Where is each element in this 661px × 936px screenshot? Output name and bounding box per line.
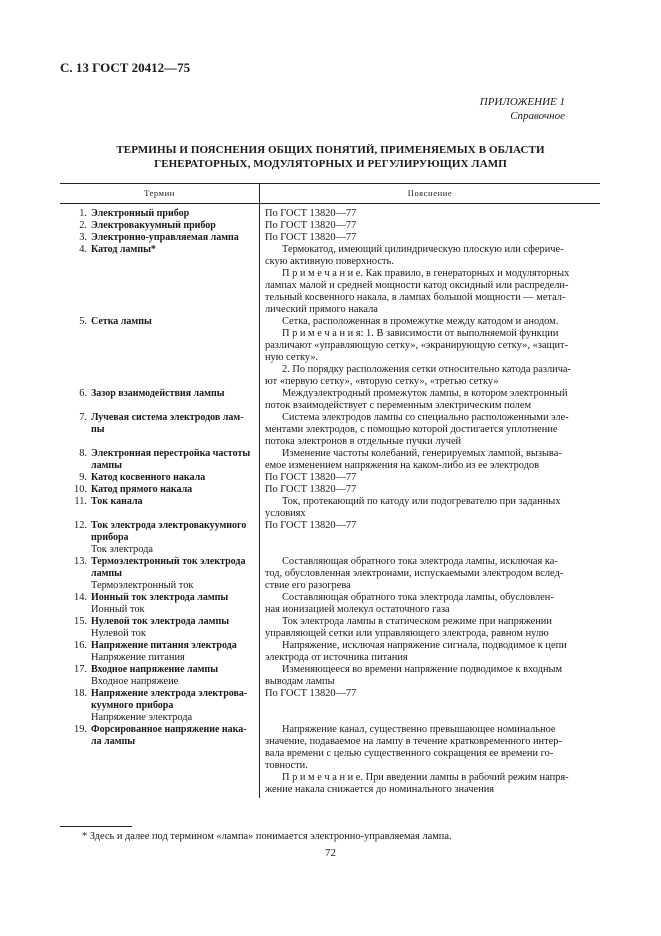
table-row xyxy=(60,412,600,448)
title-line: ГЕНЕРАТОРНЫХ, МОДУЛЯТОРНЫХ И РЕГУЛИРУЮЩИХ ЛАМП xyxy=(154,158,507,170)
explanation-cell xyxy=(259,232,600,244)
term-short-form: Нулевой ток xyxy=(91,628,146,639)
explanation-line: Ток, протекающий по катоду или подогревателю при заданных xyxy=(282,496,561,507)
explanation-cell xyxy=(259,412,600,448)
term-number: 9. xyxy=(79,472,87,483)
term-short-form: Термоэлектронный ток xyxy=(91,580,194,591)
page-header: С. 13 ГОСТ 20412—75 xyxy=(60,60,191,75)
term-text: Электронно-управляемая лампа xyxy=(91,232,239,243)
explanation-line: поток взаимодействует с переменным электрическим полем xyxy=(265,400,532,411)
term-text: Нулевой ток электрода лампы xyxy=(91,616,230,627)
explanation-line: ют «первую сетку», «вторую сетку», «третью сетку» xyxy=(265,376,499,387)
explanation-line: выводам лампы xyxy=(265,676,335,687)
term-text: Сетка лампы xyxy=(91,316,152,327)
explanation-cell xyxy=(259,664,600,688)
term-number: 4. xyxy=(79,244,87,255)
explanation-line: жение накала снижается до номинального значения xyxy=(265,784,495,795)
term-number: 19. xyxy=(74,724,87,735)
term-cell xyxy=(60,664,259,688)
term-text: ла лампы xyxy=(91,736,136,747)
explanation-line: Термокатод, имеющий цилиндрическую плоскую или сфериче- xyxy=(282,244,564,255)
term-number: 8. xyxy=(79,448,87,459)
term-cell xyxy=(60,724,259,796)
explanation-line: Составляющая обратного тока электрода лампы, обусловлен- xyxy=(282,592,554,603)
term-text: Ток электрода электровакуумного xyxy=(91,520,247,531)
term-number: 18. xyxy=(74,688,87,699)
term-text: Электровакуумный прибор xyxy=(91,220,216,231)
explanation-cell xyxy=(259,484,600,496)
explanation-line: ствие его разогрева xyxy=(265,580,351,591)
term-text: прибора xyxy=(91,532,129,543)
term-number: 14. xyxy=(74,592,87,603)
document-title xyxy=(40,143,621,171)
table-row xyxy=(60,448,600,472)
table-row xyxy=(60,472,600,484)
table-row xyxy=(60,496,600,520)
table-row xyxy=(60,688,600,724)
table-row xyxy=(60,388,600,412)
explanation-line: лический прямого накала xyxy=(265,304,378,315)
explanation-line: Система электродов лампы со специально расположенными эле- xyxy=(282,412,569,423)
explanation-line: По ГОСТ 13820—77 xyxy=(265,520,357,531)
explanation-line: различают «управляющую сетку», «экранирующую сетку», «защит- xyxy=(265,340,569,351)
table-row xyxy=(60,484,600,496)
term-cell xyxy=(60,412,259,448)
term-text: лампы xyxy=(91,568,122,579)
explanation-line: условиях xyxy=(265,508,306,519)
explanation-line: значение, подаваемое на лампу в течение кратковременного интер- xyxy=(265,736,562,747)
explanation-line: 2. По порядку расположения сетки относительно катода различа- xyxy=(282,364,572,375)
term-number: 1. xyxy=(79,208,87,219)
explanation-line: Сетка, расположенная в промежутке между катодом и анодом. xyxy=(282,316,559,327)
explanation-line: ментами электродов, с помощью которой достигается уплотнение xyxy=(265,424,558,435)
term-cell xyxy=(60,232,259,244)
explanation-line: емое изменением напряжения на каком-либо из ее электродов xyxy=(265,460,540,471)
footnote-rule xyxy=(60,826,132,827)
table-header xyxy=(60,184,600,204)
table-row xyxy=(60,220,600,232)
explanation-cell xyxy=(259,208,600,220)
term-cell xyxy=(60,316,259,388)
explanation-cell xyxy=(259,724,600,796)
explanation-cell xyxy=(259,448,600,472)
explanation-cell xyxy=(259,244,600,316)
table-row xyxy=(60,316,600,388)
explanation-line: По ГОСТ 13820—77 xyxy=(265,472,357,483)
column-divider xyxy=(259,204,260,798)
term-number: 11. xyxy=(74,496,87,507)
explanation-cell xyxy=(259,496,600,520)
term-number: 13. xyxy=(74,556,87,567)
table-row xyxy=(60,556,600,592)
term-text: Форсированное напряжение нака- xyxy=(91,724,247,735)
term-text: Катод лампы* xyxy=(91,244,156,255)
term-cell xyxy=(60,556,259,592)
term-number: 6. xyxy=(79,388,87,399)
explanation-line: потока электронов в отдельные пучки лучей xyxy=(265,436,462,447)
term-text: Лучевая система электродов лам- xyxy=(91,412,244,423)
explanation-line: вала времени с целью существенного сокращения ее времени го- xyxy=(265,748,554,759)
table-row xyxy=(60,640,600,664)
explanation-line: лампах малой и средней мощности катод оксидный или распредели- xyxy=(265,280,569,291)
explanation-cell xyxy=(259,640,600,664)
table-row xyxy=(60,520,600,556)
footnote: * Здесь и далее под термином «лампа» понимается электронно-управляемая лампа. xyxy=(82,831,452,842)
table-row xyxy=(60,208,600,220)
term-cell xyxy=(60,388,259,412)
explanation-cell xyxy=(259,592,600,616)
explanation-line: скую активную поверхность. xyxy=(265,256,394,267)
term-cell xyxy=(60,484,259,496)
term-text: лампы xyxy=(91,460,122,471)
term-number: 2. xyxy=(79,220,87,231)
explanation-line: Напряжение канал, существенно превышающее номинальное xyxy=(282,724,556,735)
explanation-line: Составляющая обратного тока электрода лампы, исключая ка- xyxy=(282,556,558,567)
term-text: Напряжение питания электрода xyxy=(91,640,237,651)
explanation-line: По ГОСТ 13820—77 xyxy=(265,232,357,243)
term-number: 10. xyxy=(74,484,87,495)
explanation-line: П р и м е ч а н и е. Как правило, в генераторных и модуляторных xyxy=(282,268,570,279)
explanation-line: Междуэлектродный промежуток лампы, в котором электронный xyxy=(282,388,568,399)
term-number: 16. xyxy=(74,640,87,651)
explanation-line: Ток электрода лампы в статическом режиме при напряжении xyxy=(282,616,552,627)
term-cell xyxy=(60,592,259,616)
term-cell xyxy=(60,496,259,520)
term-text: Катод косвенного накала xyxy=(91,472,206,483)
term-short-form: Входное напряжеие xyxy=(91,676,179,687)
term-cell xyxy=(60,244,259,316)
explanation-line: товности. xyxy=(265,760,308,771)
term-text: Электронный прибор xyxy=(91,208,190,219)
term-number: 12. xyxy=(74,520,87,531)
explanation-cell xyxy=(259,388,600,412)
term-text: Ток канала xyxy=(91,496,143,507)
term-number: 3. xyxy=(79,232,87,243)
table-row xyxy=(60,244,600,316)
term-short-form: Напряжение электрода xyxy=(91,712,193,723)
term-short-form: Напряжение питания xyxy=(91,652,185,663)
term-text: Напряжение электрода электрова- xyxy=(91,688,248,699)
term-text: Термоэлектронный ток электрода xyxy=(91,556,246,567)
explanation-line: П р и м е ч а н и я: 1. В зависимости от выполняемой функции xyxy=(282,328,559,339)
explanation-line: ная ионизацией молекул остаточного газа xyxy=(265,604,450,615)
explanation-line: По ГОСТ 13820—77 xyxy=(265,484,357,495)
table-row xyxy=(60,592,600,616)
title-line: ТЕРМИНЫ И ПОЯСНЕНИЯ ОБЩИХ ПОНЯТИЙ, ПРИМЕНЯЕМЫХ В ОБЛАСТИ xyxy=(116,144,545,156)
term-cell xyxy=(60,220,259,232)
explanation-line: электрода от источника питания xyxy=(265,652,408,663)
term-number: 7. xyxy=(79,412,87,423)
appendix-block xyxy=(480,95,565,123)
term-text: куумного прибора xyxy=(91,700,174,711)
term-cell xyxy=(60,520,259,556)
term-cell xyxy=(60,208,259,220)
explanation-line: ную сетку». xyxy=(265,352,319,363)
table-body xyxy=(60,204,600,796)
column-header-term: Термин xyxy=(144,188,175,198)
term-number: 15. xyxy=(74,616,87,627)
explanation-line: тод, обусловленная электронами, испускаемыми электродом вслед- xyxy=(265,568,564,579)
explanation-line: По ГОСТ 13820—77 xyxy=(265,220,357,231)
table-row xyxy=(60,664,600,688)
term-text: Входное напряжение лампы xyxy=(91,664,219,675)
term-short-form: Ток электрода xyxy=(91,544,154,555)
explanation-line: По ГОСТ 13820—77 xyxy=(265,208,357,219)
explanation-line: управляющей сетки или управляющего электрода, равном нулю xyxy=(265,628,549,639)
explanation-line: Изменение частоты колебаний, генерируемых лампой, вызыва- xyxy=(282,448,562,459)
explanation-line: П р и м е ч а н и е. При введении лампы в рабочий режим напря- xyxy=(282,772,569,783)
explanation-cell xyxy=(259,220,600,232)
terms-table xyxy=(60,183,600,796)
term-cell xyxy=(60,688,259,724)
appendix-label: ПРИЛОЖЕНИЕ 1 xyxy=(479,96,565,108)
term-text: Электронная перестройка частоты xyxy=(91,448,251,459)
table-row xyxy=(60,616,600,640)
term-cell xyxy=(60,640,259,664)
term-cell xyxy=(60,448,259,472)
explanation-line: Изменяющееся во времени напряжение подводимое к входным xyxy=(282,664,563,675)
explanation-line: Напряжение, исключая напряжение сигнала, подводимое к цепи xyxy=(282,640,567,651)
explanation-line: По ГОСТ 13820—77 xyxy=(265,688,357,699)
term-number: 5. xyxy=(79,316,87,327)
explanation-line: тельный косвенного накала, в лампах большой мощности — метал- xyxy=(265,292,566,303)
page-number: 72 xyxy=(325,847,336,859)
explanation-cell xyxy=(259,316,600,388)
column-header-explanation: Пояснение xyxy=(259,184,600,203)
term-text: Ионный ток электрода лампы xyxy=(91,592,229,603)
explanation-cell xyxy=(259,520,600,556)
term-cell xyxy=(60,472,259,484)
term-text: Зазор взаимодействия лампы xyxy=(91,388,225,399)
term-short-form: Ионный ток xyxy=(91,604,145,615)
explanation-cell xyxy=(259,616,600,640)
appendix-kind: Справочное xyxy=(510,110,565,122)
term-text: пы xyxy=(91,424,105,435)
table-row xyxy=(60,724,600,796)
term-number: 17. xyxy=(74,664,87,675)
explanation-cell xyxy=(259,556,600,592)
term-cell xyxy=(60,616,259,640)
explanation-cell xyxy=(259,688,600,724)
table-row xyxy=(60,232,600,244)
explanation-cell xyxy=(259,472,600,484)
term-text: Катод прямого накала xyxy=(91,484,193,495)
